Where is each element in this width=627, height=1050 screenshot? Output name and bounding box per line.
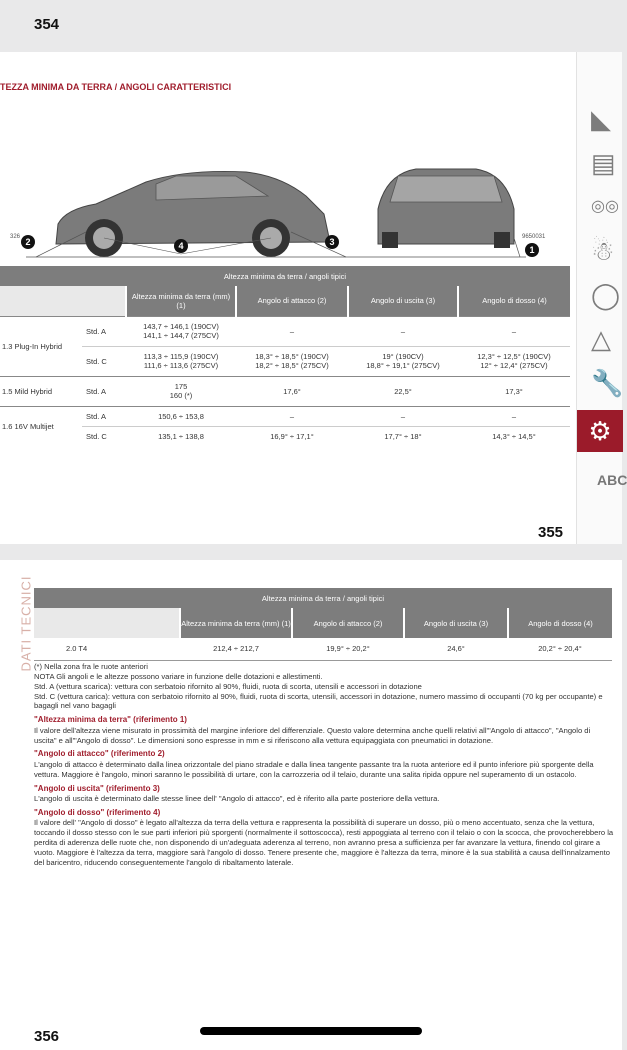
altezza-line: 175 — [174, 382, 188, 391]
col-altezza: Altezza minima da terra (mm) (1) — [126, 286, 236, 316]
uscita-cell — [348, 376, 458, 406]
definition-sections — [34, 715, 614, 867]
col-dosso: Angolo di dosso (4) — [458, 286, 570, 316]
engine-cell: 1.3 Plug-In Hybrid — [2, 341, 63, 351]
figure-left-code: 326 — [10, 234, 21, 240]
marker-badge-2 — [21, 235, 35, 249]
altezza-line: 141,1 ÷ 144,7 (275CV) — [143, 331, 219, 340]
table-row — [0, 376, 570, 406]
dosso-cell: 20,2° ÷ 20,4° — [538, 644, 582, 654]
attacco-line: 18,3° ÷ 18,5° (190CV) — [255, 352, 329, 361]
page-number-bottom: 356 — [34, 1028, 60, 1045]
attacco-line: – — [289, 411, 295, 421]
dosso-line: – — [511, 411, 517, 421]
attacco-cell — [236, 426, 348, 446]
uscita-cell — [348, 316, 458, 346]
engine-cell: 1.5 Mild Hybrid — [2, 386, 53, 396]
altezza-cell — [126, 346, 236, 376]
definition-text: L'angolo di attacco è determinato dalla linea orizzontale del piano stradale e dalla linea tangente passante tra la ruota anteriore ed il punto inferiore più sporgente della vettura. Maggiore è l'angolo, minori saranno le possibilità di urtare, con la carrozzeria od il telaio, durante una salita ripida oppure nel superamento di un ostacolo. — [34, 759, 594, 779]
altezza-line: 150,6 ÷ 153,8 — [158, 411, 204, 421]
seatbelt-passenger-icon[interactable]: ☃ — [591, 236, 615, 266]
altezza-cell — [126, 426, 236, 446]
marker-badge-4 — [174, 239, 188, 253]
table-row — [0, 406, 570, 426]
asterisk-note: (*) Nella zona fra le ruote anteriori — [34, 662, 148, 671]
marker-label-2: 2 — [25, 237, 31, 247]
dosso-cell — [458, 426, 570, 446]
warning-triangle-icon[interactable]: △ — [591, 324, 611, 354]
col-attacco: Angolo di attacco (2) — [236, 286, 348, 316]
alphabetical-index-label[interactable]: ABC — [597, 472, 627, 488]
uscita-cell — [348, 406, 458, 426]
uscita-line: – — [400, 326, 406, 336]
car-side-view — [26, 171, 366, 257]
dosso-cell — [458, 346, 570, 376]
attacco-line: 17,6° — [283, 386, 301, 396]
table-row — [0, 426, 570, 446]
definition-title: "Angolo di attacco" (riferimento 2) — [34, 749, 165, 759]
marker-badge-1 — [525, 243, 539, 257]
attacco-cell — [236, 406, 348, 426]
home-indicator[interactable] — [200, 1027, 422, 1035]
dosso-line: 14,3° ÷ 14,5° — [492, 431, 536, 441]
instrument-panel-icon[interactable]: ◎◎ — [591, 198, 619, 215]
manual-page-355 — [0, 52, 576, 544]
attacco-cell — [236, 346, 348, 376]
std-cell: Std. C — [86, 356, 107, 366]
dosso-line: 12,3° ÷ 12,5° (190CV) — [477, 352, 551, 361]
std-cell: Std. A — [86, 411, 107, 421]
uscita-cell: 24,6° — [447, 644, 465, 654]
altezza-cell — [126, 316, 236, 346]
clearance-table — [0, 266, 570, 446]
uscita-line: 22,5° — [394, 386, 412, 396]
chapter-sidebar — [576, 52, 627, 544]
altezza-cell: 212,4 ÷ 212,7 — [213, 644, 259, 654]
table-row — [0, 346, 570, 376]
col2-attacco: Angolo di attacco (2) — [292, 608, 404, 638]
table2-row — [34, 638, 612, 660]
vehicle-ground-clearance-figure — [6, 114, 556, 254]
uscita-line: – — [400, 411, 406, 421]
steering-wheel-icon[interactable]: ◯ — [591, 280, 621, 310]
wrench-icon[interactable]: 🔧 — [591, 368, 624, 398]
uscita-cell — [348, 426, 458, 446]
table-body — [0, 316, 570, 446]
col-uscita: Angolo di uscita (3) — [348, 286, 458, 316]
definition-title: "Altezza minima da terra" (riferimento 1) — [34, 715, 187, 725]
engine-cell: 2.0 T4 — [66, 644, 88, 654]
technical-data-gear-icon[interactable]: ⚙ — [577, 410, 623, 452]
std-cell: Std. A — [86, 326, 107, 336]
attacco-line: 18,2° ÷ 18,5° (275CV) — [255, 361, 329, 370]
page-number-top: 354 — [34, 16, 60, 33]
dosso-cell — [458, 316, 570, 346]
uscita-line: 18,8° ÷ 19,1° (275CV) — [366, 361, 440, 370]
attacco-cell — [236, 316, 348, 346]
figure-right-code: 9650031 — [522, 234, 546, 240]
definition-text: Il valore dell'altezza viene misurato in prossimità del margine inferiore del differenziale. Questo valore determina anche quelli relativi all'"Angolo di attacco", "Angolo di uscita" e all'"Angolo di dosso". Le dimensioni sono espresse in mm e si riferiscono alla vettura equipaggiata con pneumatici in dotazione. — [34, 725, 591, 745]
dosso-cell — [458, 376, 570, 406]
marker-label-1: 1 — [529, 245, 535, 255]
page-number-mid: 355 — [538, 524, 564, 541]
uscita-line: 19° (190CV) — [382, 352, 424, 361]
marker-badge-3 — [325, 235, 339, 249]
attacco-cell: 19,9° ÷ 20,2° — [326, 644, 370, 654]
table2-title: Altezza minima da terra / angoli tipici — [261, 593, 385, 603]
dosso-line: – — [511, 326, 517, 336]
marker-label-4: 4 — [178, 241, 184, 251]
table-title: Altezza minima da terra / angoli tipici — [223, 271, 347, 281]
car-front-icon[interactable]: ▤ — [591, 148, 616, 178]
altezza-line: 160 (*) — [169, 391, 193, 400]
dosso-line: 12° ÷ 12,4° (275CV) — [480, 361, 548, 370]
notes-block — [34, 662, 614, 867]
engine-cell: 1.6 16V Multijet — [2, 421, 54, 431]
col2-uscita: Angolo di uscita (3) — [404, 608, 508, 638]
attacco-cell — [236, 376, 348, 406]
section-side-tab: DATI TECNICI — [18, 575, 34, 672]
altezza-line: 143,7 ÷ 146,1 (190CV) — [143, 322, 219, 331]
car-front-view — [366, 169, 526, 257]
uscita-cell — [348, 346, 458, 376]
table-row — [0, 316, 570, 346]
std-cell: Std. A — [86, 386, 107, 396]
definition-title: "Angolo di dosso" (riferimento 4) — [34, 807, 161, 817]
definition-text: Il valore dell' "Angolo di dosso" è legato all'altezza da terra della vettura e rappresenta la possibilità di superare un dosso, più o meno accentuato, senza che la vettura, toccando il dosso stesso con le sue parti inferiori più sporgenti (normalmente il sottoscocca), resti appoggiata al terreno con il telaio o con la scocca, che provocherebbero la perdita di aderenza delle ruote che, non disponendo di un'adeguata aderenza al terreno, non avranno presa a sufficienza per far avanzare la vettura, finendo col girare a vuoto. Maggiore è l'altezza da terra, maggiore sarà l'angolo di dosso. Tenere presente che, maggiore è l'altezza da terra, minore è la sua stabilità a causa dell'innalzamento del baricentro, riducendo conseguentemente l'angolo di ribaltamento laterale. — [34, 818, 614, 867]
std-a-note: Std. A (vettura scarica): vettura con serbatoio rifornito al 90%, fluidi, ruota di scorta, utensili e accessori in dotazione — [34, 681, 422, 691]
table-header-row — [0, 286, 570, 316]
dosso-line: 17,3° — [505, 386, 523, 396]
dosso-cell — [458, 406, 570, 426]
uscita-line: 17,7° ÷ 18° — [384, 431, 422, 441]
std-c-note: Std. C (vettura carica): vettura con serbatoio rifornito al 90%, fluidi, ruota di scorta, utensili, accessori in dotazione, numero massimo di occupanti (70 kg per occupante) e bagagli nel vano bagagli — [34, 691, 603, 711]
marker-label-3: 3 — [329, 237, 335, 247]
attacco-line: 16,9° ÷ 17,1° — [270, 431, 314, 441]
altezza-cell — [126, 376, 236, 406]
col2-altezza: Altezza minima da terra (mm) (1) — [180, 608, 292, 638]
car-overview-icon[interactable]: ◣ — [591, 104, 611, 134]
altezza-cell — [126, 406, 236, 426]
definition-title: "Angolo di uscita" (riferimento 3) — [34, 783, 160, 793]
altezza-line: 111,6 ÷ 113,6 (275CV) — [143, 361, 219, 370]
altezza-line: 135,1 ÷ 138,8 — [158, 431, 204, 441]
col2-dosso: Angolo di dosso (4) — [508, 608, 612, 638]
table2-header-row — [34, 608, 612, 638]
nota-note: NOTA Gli angoli e le altezze possono variare in funzione delle dotazioni e allestimenti. — [34, 671, 323, 681]
clearance-table-continued — [34, 588, 612, 661]
std-cell: Std. C — [86, 431, 107, 441]
attacco-line: – — [289, 326, 295, 336]
altezza-line: 113,3 ÷ 115,9 (190CV) — [143, 352, 219, 361]
section-title: TEZZA MINIMA DA TERRA / ANGOLI CARATTERISTICI — [0, 82, 232, 92]
definition-text: L'angolo di uscita è determinato dalle stesse linee dell' "Angolo di attacco", ed è riferito alla parte posteriore della vettura. — [34, 793, 440, 803]
manual-page-356 — [0, 560, 622, 1050]
